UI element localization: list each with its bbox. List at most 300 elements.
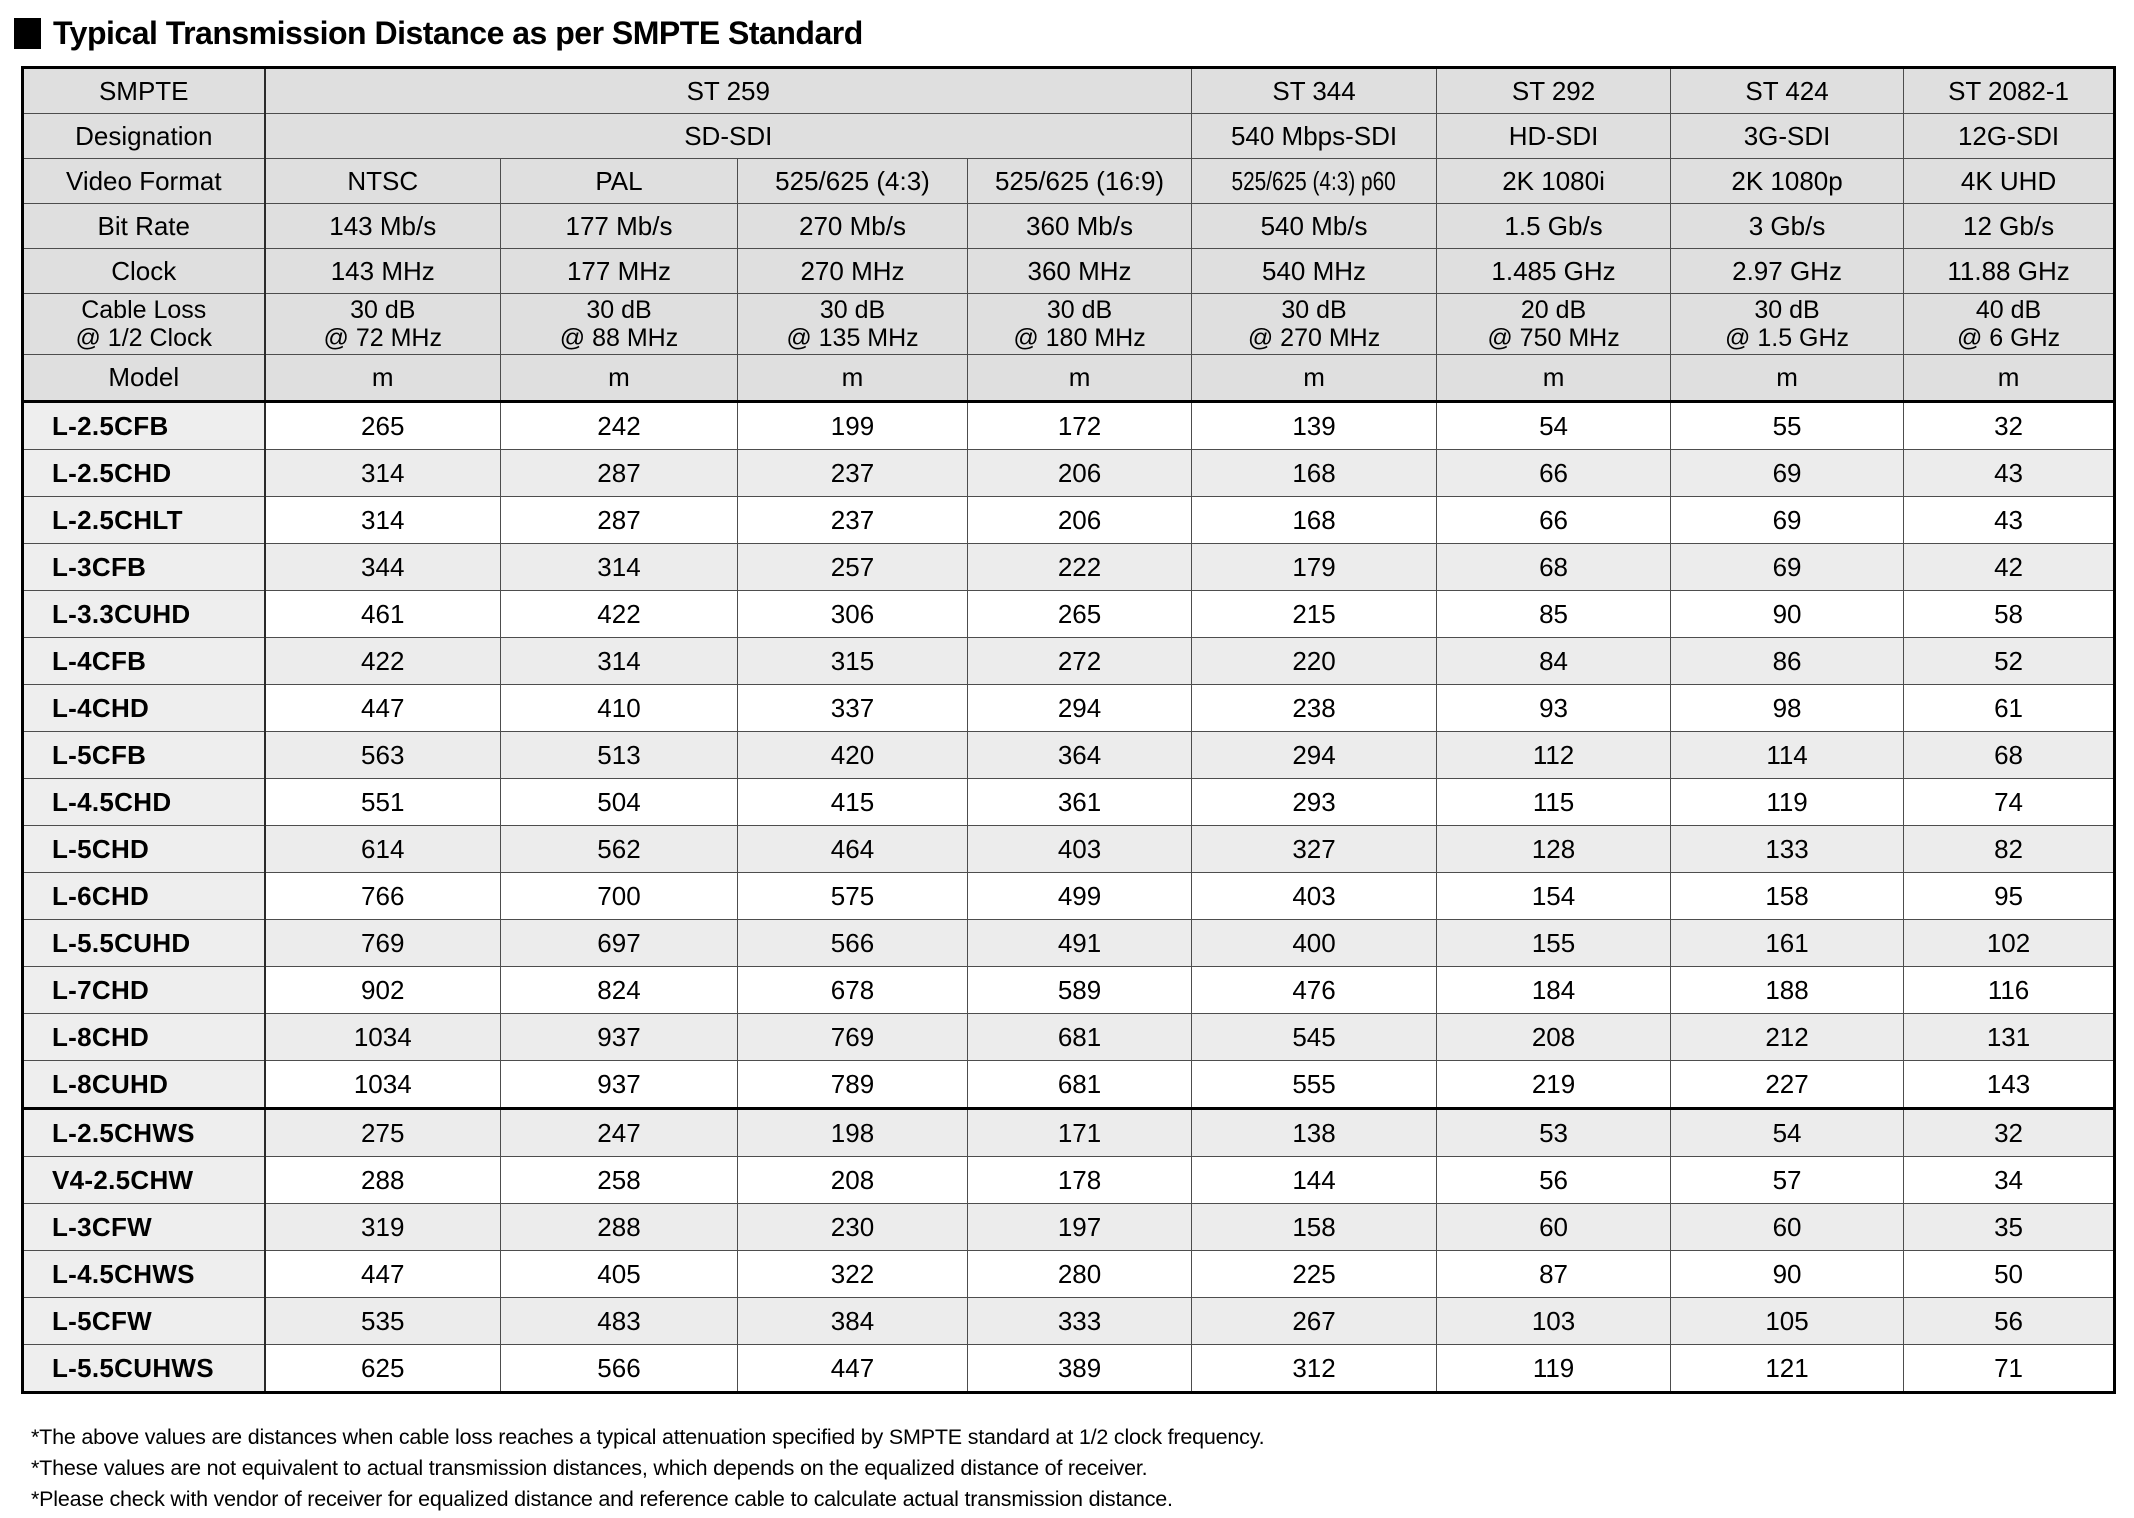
smpte-standard-cell: ST 344 <box>1192 68 1437 114</box>
distance-value: 43 <box>1904 450 2115 497</box>
unit-cell: m <box>1192 355 1437 402</box>
distance-value: 789 <box>738 1061 968 1109</box>
unit-cell: m <box>738 355 968 402</box>
distance-value: 171 <box>968 1109 1192 1157</box>
distance-value: 314 <box>265 450 501 497</box>
video-format-cell: PAL <box>501 159 738 204</box>
cable-loss-freq: @ 1.5 GHz <box>1725 324 1850 352</box>
table-row <box>23 873 2115 920</box>
clock-cell: 143 MHz <box>265 249 501 294</box>
distance-value: 90 <box>1671 591 1904 638</box>
clock-cell: 2.97 GHz <box>1671 249 1904 294</box>
clock-cell: 270 MHz <box>738 249 968 294</box>
distance-value: 54 <box>1437 402 1671 450</box>
distance-value: 93 <box>1437 685 1671 732</box>
distance-value: 700 <box>501 873 738 920</box>
distance-value: 102 <box>1904 920 2115 967</box>
distance-value: 625 <box>265 1345 501 1393</box>
cable-loss-cell <box>501 294 738 355</box>
cable-loss-db: 30 dB <box>586 296 652 324</box>
distance-value: 34 <box>1904 1157 2115 1204</box>
distance-value: 168 <box>1192 497 1437 544</box>
distance-value: 56 <box>1904 1298 2115 1345</box>
distance-value: 208 <box>738 1157 968 1204</box>
distance-value: 499 <box>968 873 1192 920</box>
header-row-cable-loss <box>23 294 2115 355</box>
distance-value: 242 <box>501 402 738 450</box>
distance-value: 364 <box>968 732 1192 779</box>
distance-value: 306 <box>738 591 968 638</box>
model-name: L-5.5CUHWS <box>23 1345 265 1393</box>
table-row <box>23 732 2115 779</box>
distance-value: 57 <box>1671 1157 1904 1204</box>
row-label-video-format: Video Format <box>23 159 265 204</box>
distance-value: 158 <box>1192 1204 1437 1251</box>
bit-rate-cell: 143 Mb/s <box>265 204 501 249</box>
distance-value: 361 <box>968 779 1192 826</box>
distance-value: 238 <box>1192 685 1437 732</box>
distance-value: 333 <box>968 1298 1192 1345</box>
distance-value: 184 <box>1437 967 1671 1014</box>
distance-value: 55 <box>1671 402 1904 450</box>
cable-loss-cell <box>1904 294 2115 355</box>
table-body <box>23 402 2115 1393</box>
table-row <box>23 779 2115 826</box>
distance-value: 937 <box>501 1061 738 1109</box>
distance-value: 589 <box>968 967 1192 1014</box>
section-marker-icon <box>14 18 41 49</box>
model-name: V4-2.5CHW <box>23 1157 265 1204</box>
distance-value: 212 <box>1671 1014 1904 1061</box>
cable-loss-cell <box>265 294 501 355</box>
distance-value: 322 <box>738 1251 968 1298</box>
video-format-cell <box>1192 159 1437 204</box>
distance-value: 287 <box>501 450 738 497</box>
distance-value: 225 <box>1192 1251 1437 1298</box>
cable-loss-db: 40 dB <box>1975 296 2042 324</box>
designation-cell: HD-SDI <box>1437 114 1671 159</box>
distance-value: 219 <box>1437 1061 1671 1109</box>
distance-value: 90 <box>1671 1251 1904 1298</box>
distance-value: 172 <box>968 402 1192 450</box>
distance-value: 237 <box>738 450 968 497</box>
bit-rate-cell: 177 Mb/s <box>501 204 738 249</box>
table-row <box>23 1204 2115 1251</box>
distance-value: 87 <box>1437 1251 1671 1298</box>
table-row <box>23 497 2115 544</box>
model-name: L-2.5CHD <box>23 450 265 497</box>
distance-value: 410 <box>501 685 738 732</box>
model-name: L-2.5CFB <box>23 402 265 450</box>
distance-value: 206 <box>968 497 1192 544</box>
distance-value: 188 <box>1671 967 1904 1014</box>
distance-value: 555 <box>1192 1061 1437 1109</box>
distance-value: 179 <box>1192 544 1437 591</box>
clock-cell: 11.88 GHz <box>1904 249 2115 294</box>
distance-value: 293 <box>1192 779 1437 826</box>
distance-value: 220 <box>1192 638 1437 685</box>
distance-value: 131 <box>1904 1014 2115 1061</box>
distance-value: 121 <box>1671 1345 1904 1393</box>
cable-loss-freq: @ 270 MHz <box>1247 324 1381 352</box>
unit-cell: m <box>1904 355 2115 402</box>
header-row-smpte <box>23 68 2115 114</box>
table-row <box>23 826 2115 873</box>
cable-loss-db: 30 dB <box>819 296 886 324</box>
cable-loss-cell <box>1671 294 1904 355</box>
footnote: *The above values are distances when cable loss reaches a typical attenuation specified by SMPTE standard at 1/2 clock frequency. <box>31 1425 1265 1449</box>
distance-value: 405 <box>501 1251 738 1298</box>
distance-value: 119 <box>1671 779 1904 826</box>
bit-rate-cell: 360 Mb/s <box>968 204 1192 249</box>
header-row-video-format <box>23 159 2115 204</box>
distance-value: 824 <box>501 967 738 1014</box>
distance-value: 68 <box>1437 544 1671 591</box>
distance-value: 681 <box>968 1061 1192 1109</box>
distance-value: 257 <box>738 544 968 591</box>
model-name: L-3CFB <box>23 544 265 591</box>
designation-cell: SD-SDI <box>265 114 1192 159</box>
distance-value: 143 <box>1904 1061 2115 1109</box>
model-name: L-5CFW <box>23 1298 265 1345</box>
video-format-cell: NTSC <box>265 159 501 204</box>
distance-value: 154 <box>1437 873 1671 920</box>
distance-value: 384 <box>738 1298 968 1345</box>
designation-cell: 12G-SDI <box>1904 114 2115 159</box>
cable-loss-cell <box>738 294 968 355</box>
model-name: L-5CFB <box>23 732 265 779</box>
header-row-clock <box>23 249 2115 294</box>
distance-value: 614 <box>265 826 501 873</box>
page-title: Typical Transmission Distance as per SMPTE Standard <box>53 14 863 51</box>
distance-value: 327 <box>1192 826 1437 873</box>
distance-value: 447 <box>265 685 501 732</box>
distance-value: 138 <box>1192 1109 1437 1157</box>
distance-value: 139 <box>1192 402 1437 450</box>
clock-cell: 177 MHz <box>501 249 738 294</box>
table-row <box>23 638 2115 685</box>
distance-value: 937 <box>501 1014 738 1061</box>
model-name: L-7CHD <box>23 967 265 1014</box>
distance-value: 66 <box>1437 497 1671 544</box>
distance-value: 294 <box>1192 732 1437 779</box>
video-format-cell: 4K UHD <box>1904 159 2115 204</box>
table-row <box>23 1298 2115 1345</box>
distance-value: 681 <box>968 1014 1192 1061</box>
distance-value: 476 <box>1192 967 1437 1014</box>
distance-value: 52 <box>1904 638 2115 685</box>
header-row-bit-rate <box>23 204 2115 249</box>
bit-rate-cell: 3 Gb/s <box>1671 204 1904 249</box>
cable-loss-db: 20 dB <box>1520 296 1587 324</box>
distance-value: 230 <box>738 1204 968 1251</box>
distance-value: 54 <box>1671 1109 1904 1157</box>
distance-value: 447 <box>738 1345 968 1393</box>
smpte-standard-cell: ST 259 <box>265 68 1192 114</box>
cable-loss-label-line: @ 1/2 Clock <box>75 324 213 352</box>
unit-cell: m <box>968 355 1192 402</box>
distance-value: 513 <box>501 732 738 779</box>
distance-value: 314 <box>265 497 501 544</box>
distance-value: 337 <box>738 685 968 732</box>
distance-value: 114 <box>1671 732 1904 779</box>
unit-cell: m <box>501 355 738 402</box>
unit-cell: m <box>1671 355 1904 402</box>
model-name: L-8CUHD <box>23 1061 265 1109</box>
distance-value: 272 <box>968 638 1192 685</box>
distance-value: 198 <box>738 1109 968 1157</box>
distance-value: 535 <box>265 1298 501 1345</box>
distance-value: 294 <box>968 685 1192 732</box>
distance-value: 312 <box>1192 1345 1437 1393</box>
row-label-cable-loss <box>23 294 265 355</box>
model-name: L-3CFW <box>23 1204 265 1251</box>
distance-value: 483 <box>501 1298 738 1345</box>
distance-value: 769 <box>738 1014 968 1061</box>
distance-value: 215 <box>1192 591 1437 638</box>
distance-value: 422 <box>501 591 738 638</box>
distance-value: 85 <box>1437 591 1671 638</box>
distance-value: 575 <box>738 873 968 920</box>
model-name: L-6CHD <box>23 873 265 920</box>
distance-value: 288 <box>501 1204 738 1251</box>
distance-value: 403 <box>968 826 1192 873</box>
distance-value: 178 <box>968 1157 1192 1204</box>
distance-value: 491 <box>968 920 1192 967</box>
distance-value: 82 <box>1904 826 2115 873</box>
distance-value: 265 <box>968 591 1192 638</box>
distance-value: 314 <box>501 544 738 591</box>
bit-rate-cell: 270 Mb/s <box>738 204 968 249</box>
distance-value: 206 <box>968 450 1192 497</box>
table-row <box>23 402 2115 450</box>
distance-value: 678 <box>738 967 968 1014</box>
distance-value: 116 <box>1904 967 2115 1014</box>
distance-value: 69 <box>1671 450 1904 497</box>
clock-cell: 1.485 GHz <box>1437 249 1671 294</box>
video-format-condensed-text: 525/625 (4:3) p60 <box>1231 165 1397 196</box>
cable-loss-db: 30 dB <box>1281 296 1347 324</box>
distance-value: 1034 <box>265 1014 501 1061</box>
distance-value: 551 <box>265 779 501 826</box>
distance-value: 389 <box>968 1345 1192 1393</box>
distance-value: 267 <box>1192 1298 1437 1345</box>
smpte-standard-cell: ST 424 <box>1671 68 1904 114</box>
bit-rate-cell: 540 Mb/s <box>1192 204 1437 249</box>
distance-value: 58 <box>1904 591 2115 638</box>
distance-value: 32 <box>1904 1109 2115 1157</box>
distance-value: 208 <box>1437 1014 1671 1061</box>
clock-cell: 540 MHz <box>1192 249 1437 294</box>
distance-value: 464 <box>738 826 968 873</box>
transmission-distance-table <box>21 66 2116 1394</box>
model-name: L-2.5CHLT <box>23 497 265 544</box>
table-row <box>23 1345 2115 1393</box>
cable-loss-freq: @ 72 MHz <box>323 324 442 352</box>
distance-value: 247 <box>501 1109 738 1157</box>
distance-value: 766 <box>265 873 501 920</box>
distance-value: 237 <box>738 497 968 544</box>
distance-value: 53 <box>1437 1109 1671 1157</box>
distance-value: 56 <box>1437 1157 1671 1204</box>
distance-value: 280 <box>968 1251 1192 1298</box>
row-label-clock: Clock <box>23 249 265 294</box>
distance-value: 258 <box>501 1157 738 1204</box>
distance-value: 461 <box>265 591 501 638</box>
distance-value: 115 <box>1437 779 1671 826</box>
table-row <box>23 1061 2115 1109</box>
cable-loss-freq: @ 6 GHz <box>1956 324 2061 352</box>
distance-value: 95 <box>1904 873 2115 920</box>
distance-value: 199 <box>738 402 968 450</box>
model-name: L-4.5CHWS <box>23 1251 265 1298</box>
model-name: L-4.5CHD <box>23 779 265 826</box>
distance-value: 420 <box>738 732 968 779</box>
table-row <box>23 685 2115 732</box>
table-row <box>23 544 2115 591</box>
distance-value: 227 <box>1671 1061 1904 1109</box>
distance-value: 32 <box>1904 402 2115 450</box>
model-name: L-3.3CUHD <box>23 591 265 638</box>
header-row-designation <box>23 114 2115 159</box>
distance-value: 69 <box>1671 544 1904 591</box>
distance-value: 415 <box>738 779 968 826</box>
smpte-standard-cell: ST 292 <box>1437 68 1671 114</box>
model-name: L-2.5CHWS <box>23 1109 265 1157</box>
row-label-bit-rate: Bit Rate <box>23 204 265 249</box>
cable-loss-cell <box>968 294 1192 355</box>
distance-value: 563 <box>265 732 501 779</box>
distance-value: 287 <box>501 497 738 544</box>
distance-value: 144 <box>1192 1157 1437 1204</box>
footnotes <box>31 1424 2134 1513</box>
cable-loss-freq: @ 135 MHz <box>786 324 919 352</box>
distance-value: 86 <box>1671 638 1904 685</box>
distance-value: 422 <box>265 638 501 685</box>
cable-loss-freq: @ 88 MHz <box>559 324 679 352</box>
model-name: L-8CHD <box>23 1014 265 1061</box>
cable-loss-freq: @ 750 MHz <box>1487 324 1620 352</box>
cable-loss-cell <box>1192 294 1437 355</box>
cable-loss-db: 30 dB <box>1754 296 1820 324</box>
distance-value: 60 <box>1671 1204 1904 1251</box>
distance-value: 566 <box>738 920 968 967</box>
distance-value: 43 <box>1904 497 2115 544</box>
distance-value: 400 <box>1192 920 1437 967</box>
cable-loss-db: 30 dB <box>350 296 416 324</box>
distance-value: 197 <box>968 1204 1192 1251</box>
table-row <box>23 1157 2115 1204</box>
distance-value: 504 <box>501 779 738 826</box>
distance-value: 128 <box>1437 826 1671 873</box>
distance-value: 566 <box>501 1345 738 1393</box>
distance-value: 769 <box>265 920 501 967</box>
row-label-designation: Designation <box>23 114 265 159</box>
video-format-cell: 525/625 (16:9) <box>968 159 1192 204</box>
model-name: L-4CHD <box>23 685 265 732</box>
distance-value: 61 <box>1904 685 2115 732</box>
distance-value: 103 <box>1437 1298 1671 1345</box>
distance-value: 50 <box>1904 1251 2115 1298</box>
distance-value: 403 <box>1192 873 1437 920</box>
distance-value: 155 <box>1437 920 1671 967</box>
video-format-cell: 2K 1080i <box>1437 159 1671 204</box>
video-format-cell: 2K 1080p <box>1671 159 1904 204</box>
distance-value: 60 <box>1437 1204 1671 1251</box>
table-row <box>23 920 2115 967</box>
distance-value: 344 <box>265 544 501 591</box>
table-row <box>23 591 2115 638</box>
bit-rate-cell: 12 Gb/s <box>1904 204 2115 249</box>
distance-value: 66 <box>1437 450 1671 497</box>
unit-cell: m <box>265 355 501 402</box>
table-row <box>23 1251 2115 1298</box>
cable-loss-db: 30 dB <box>1046 296 1113 324</box>
distance-value: 161 <box>1671 920 1904 967</box>
table-row <box>23 1014 2115 1061</box>
table-header <box>23 68 2115 402</box>
distance-value: 222 <box>968 544 1192 591</box>
distance-value: 447 <box>265 1251 501 1298</box>
page-title-row <box>14 12 2134 54</box>
footnote: *Please check with vendor of receiver for equalized distance and reference cable to calculate actual transmission distance. <box>31 1487 1173 1512</box>
distance-value: 168 <box>1192 450 1437 497</box>
distance-value: 98 <box>1671 685 1904 732</box>
distance-value: 68 <box>1904 732 2115 779</box>
distance-value: 1034 <box>265 1061 501 1109</box>
unit-cell: m <box>1437 355 1671 402</box>
table-row <box>23 967 2115 1014</box>
distance-value: 158 <box>1671 873 1904 920</box>
distance-value: 133 <box>1671 826 1904 873</box>
distance-value: 112 <box>1437 732 1671 779</box>
distance-value: 288 <box>265 1157 501 1204</box>
smpte-standard-cell: ST 2082-1 <box>1904 68 2115 114</box>
distance-value: 902 <box>265 967 501 1014</box>
distance-value: 314 <box>501 638 738 685</box>
table-row <box>23 1109 2115 1157</box>
distance-value: 105 <box>1671 1298 1904 1345</box>
model-name: L-5CHD <box>23 826 265 873</box>
table-row <box>23 450 2115 497</box>
model-name: L-4CFB <box>23 638 265 685</box>
video-format-cell: 525/625 (4:3) <box>738 159 968 204</box>
distance-value: 74 <box>1904 779 2115 826</box>
designation-cell: 3G-SDI <box>1671 114 1904 159</box>
footnote: *These values are not equivalent to actual transmission distances, which depends on the equalized distance of receiver. <box>31 1456 1148 1481</box>
cable-loss-label-line: Cable Loss <box>81 296 207 324</box>
distance-value: 71 <box>1904 1345 2115 1393</box>
distance-value: 315 <box>738 638 968 685</box>
cable-loss-cell <box>1437 294 1671 355</box>
distance-value: 319 <box>265 1204 501 1251</box>
clock-cell: 360 MHz <box>968 249 1192 294</box>
distance-value: 275 <box>265 1109 501 1157</box>
distance-value: 119 <box>1437 1345 1671 1393</box>
distance-value: 42 <box>1904 544 2115 591</box>
distance-value: 35 <box>1904 1204 2115 1251</box>
model-name: L-5.5CUHD <box>23 920 265 967</box>
distance-value: 545 <box>1192 1014 1437 1061</box>
designation-cell: 540 Mbps-SDI <box>1192 114 1437 159</box>
distance-value: 697 <box>501 920 738 967</box>
cable-loss-freq: @ 180 MHz <box>1013 324 1146 352</box>
distance-value: 84 <box>1437 638 1671 685</box>
bit-rate-cell: 1.5 Gb/s <box>1437 204 1671 249</box>
row-label-smpte: SMPTE <box>23 68 265 114</box>
row-label-model: Model <box>23 355 265 402</box>
distance-value: 265 <box>265 402 501 450</box>
